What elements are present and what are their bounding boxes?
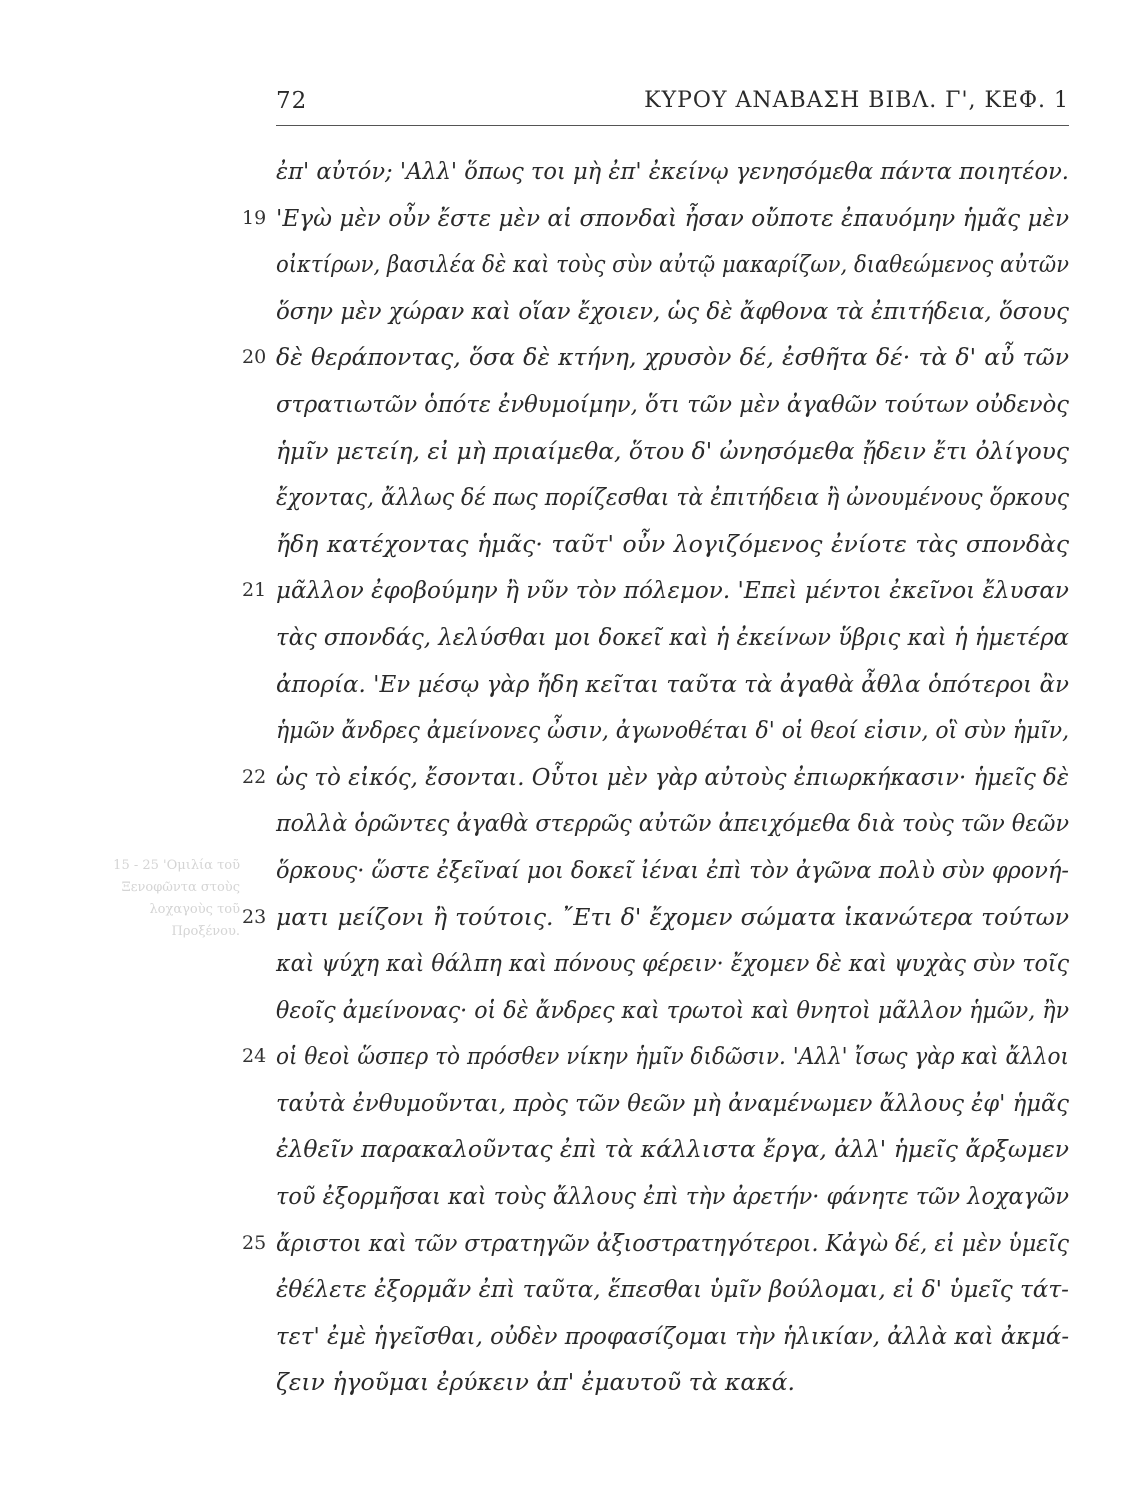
line-text: τὰς σπονδάς, λελύσθαι μοι δοκεῖ καὶ ἡ ἐκείνων ὕβρις καὶ ἡ ἡμετέρα — [276, 622, 1069, 651]
margin-note: 15 - 25 'Ομιλία τοῦ Ξενοφῶντα στοὺς λοχαγοὺς τοῦ Προξένου. — [113, 858, 240, 939]
text-line — [276, 1359, 1076, 1406]
text-line — [242, 567, 1076, 614]
line-text: ματι μείζονι ἢ τούτοις. ῎Ετι δ' ἔχομεν σώματα ἱκανώτερα τούτων — [276, 902, 1070, 931]
section-number: 20 — [242, 346, 267, 369]
section-number: 25 — [242, 1231, 267, 1254]
text-line — [242, 1220, 1076, 1267]
text-block — [242, 148, 1076, 1406]
line-text: ἡμῶν ἄνδρες ἀμείνονες ὦσιν, ἀγωνοθέται δ' οἱ θεοί εἰσιν, οἳ σὺν ἡμῖν, — [276, 716, 1070, 745]
text-line — [276, 1080, 1076, 1127]
line-text: 'Εγὼ μὲν οὖν ἔστε μὲν αἱ σπονδαὶ ἦσαν οὔποτε ἐπαυόμην ἡμᾶς μὲν — [276, 203, 1070, 232]
text-line — [276, 521, 1076, 568]
text-line — [276, 1173, 1076, 1220]
text-line — [242, 195, 1076, 242]
text-line — [276, 707, 1076, 754]
page-number: 72 — [276, 88, 308, 114]
text-line — [276, 614, 1076, 661]
line-text: οἱ θεοὶ ὥσπερ τὸ πρόσθεν νίκην ἡμῖν διδῶσιν. 'Αλλ' ἴσως γὰρ καὶ ἄλλοι — [276, 1042, 1070, 1071]
text-line — [276, 940, 1076, 987]
line-text: ἡμῖν μετείη, εἰ μὴ πριαίμεθα, ὅτου δ' ὠνησόμεθα ᾔδειν ἔτι ὀλίγους — [276, 436, 1069, 465]
line-text: μᾶλλον ἐφοβούμην ἢ νῦν τὸν πόλεμον. 'Επεὶ μέντοι ἐκεῖνοι ἔλυσαν — [276, 576, 1069, 605]
text-line — [276, 148, 1076, 195]
text-line — [276, 474, 1076, 521]
line-text: θεοῖς ἀμείνονας· οἱ δὲ ἄνδρες καὶ τρωτοὶ καὶ θνητοὶ μᾶλλον ἡμῶν, ἢν — [276, 995, 1070, 1024]
line-text: ἐθέλετε ἐξορμᾶν ἐπὶ ταῦτα, ἕπεσθαι ὑμῖν βούλομαι, εἰ δ' ὑμεῖς τάτ- — [276, 1275, 1069, 1304]
line-text: οἰκτίρων, βασιλέα δὲ καὶ τοὺς σὺν αὐτῷ μακαρίζων, διαθεώμενος αὐτῶν — [276, 250, 1070, 279]
line-text: ἤδη κατέχοντας ἡμᾶς· ταῦτ' οὖν λογιζόμενος ἐνίοτε τὰς σπονδὰς — [276, 529, 1069, 558]
line-text: ἄριστοι καὶ τῶν στρατηγῶν ἀξιοστρατηγότεροι. Κἀγὼ δέ, εἰ μὲν ὑμεῖς — [276, 1228, 1070, 1257]
line-text: ταὐτὰ ἐνθυμοῦνται, πρὸς τῶν θεῶν μὴ ἀναμένωμεν ἄλλους ἐφ' ἡμᾶς — [276, 1088, 1069, 1117]
line-text: ὅρκους· ὥστε ἐξεῖναί μοι δοκεῖ ἰέναι ἐπὶ τὸν ἀγῶνα πολὺ σὺν φρονή- — [276, 855, 1070, 884]
line-text: τετ' ἐμὲ ἡγεῖσθαι, οὐδὲν προφασίζομαι τὴν ἡλικίαν, ἀλλὰ καὶ ἀκμά- — [276, 1321, 1070, 1350]
text-line — [276, 1266, 1076, 1313]
text-line — [276, 847, 1076, 894]
line-text: τοῦ ἐξορμῆσαι καὶ τοὺς ἄλλους ἐπὶ τὴν ἀρετήν· φάνητε τῶν λοχαγῶν — [276, 1182, 1069, 1211]
text-line — [242, 894, 1076, 941]
line-text: ὡς τὸ εἰκός, ἔσονται. Οὗτοι μὲν γὰρ αὐτοὺς ἐπιωρκήκασιν· ἡμεῖς δὲ — [276, 762, 1069, 791]
line-text: δὲ θεράποντας, ὅσα δὲ κτήνη, χρυσὸν δέ, ἐσθῆτα δέ· τὰ δ' αὖ τῶν — [276, 343, 1069, 372]
line-text: ἔχοντας, ἄλλως δέ πως πορίζεσθαι τὰ ἐπιτήδεια ἢ ὠνουμένους ὅρκους — [276, 483, 1070, 512]
text-line — [276, 381, 1076, 428]
text-line — [276, 661, 1076, 708]
text-line — [276, 241, 1076, 288]
running-head: ΚΥΡΟΥ ΑΝΑΒΑΣΗ ΒΙΒΛ. Γ', ΚΕΦ. 1 — [644, 88, 1069, 113]
line-text: πολλὰ ὁρῶντες ἀγαθὰ στερρῶς αὐτῶν ἀπειχόμεθα διὰ τοὺς τῶν θεῶν — [276, 809, 1070, 838]
line-text: ἐλθεῖν παρακαλοῦντας ἐπὶ τὰ κάλλιστα ἔργα, ἀλλ' ἡμεῖς ἄρξωμεν — [276, 1135, 1070, 1164]
line-text: ἀπορία. 'Εν μέσῳ γὰρ ἤδη κεῖται ταῦτα τὰ ἀγαθὰ ἆθλα ὁπότεροι ἂν — [276, 669, 1070, 698]
text-line — [242, 334, 1076, 381]
section-number: 19 — [242, 206, 267, 229]
text-line — [276, 987, 1076, 1034]
text-line — [276, 1313, 1076, 1360]
section-number: 24 — [242, 1045, 267, 1068]
text-line — [242, 1033, 1076, 1080]
line-text: καὶ ψύχη καὶ θάλπη καὶ πόνους φέρειν· ἔχομεν δὲ καὶ ψυχὰς σὺν τοῖς — [276, 949, 1070, 978]
section-number: 22 — [242, 765, 267, 788]
text-line — [276, 800, 1076, 847]
section-number: 21 — [242, 579, 267, 602]
text-line — [276, 288, 1076, 335]
line-text: στρατιωτῶν ὁπότε ἐνθυμοίμην, ὅτι τῶν μὲν ἀγαθῶν τούτων οὐδενὸς — [276, 389, 1069, 418]
line-text: ἐπ' αὐτόν; 'Αλλ' ὅπως τοι μὴ ἐπ' ἐκείνῳ γενησόμεθα πάντα ποιητέον. — [276, 157, 1069, 185]
line-text: ὅσην μὲν χώραν καὶ οἵαν ἔχοιεν, ὡς δὲ ἄφθονα τὰ ἐπιτήδεια, ὅσους — [276, 296, 1069, 325]
text-line — [242, 754, 1076, 801]
header-rule — [276, 125, 1069, 126]
text-line — [276, 428, 1076, 475]
section-number: 23 — [242, 905, 267, 928]
line-text: ζειν ἡγοῦμαι ἐρύκειν ἀπ' ἐμαυτοῦ τὰ κακά. — [276, 1368, 795, 1397]
text-line — [276, 1126, 1076, 1173]
